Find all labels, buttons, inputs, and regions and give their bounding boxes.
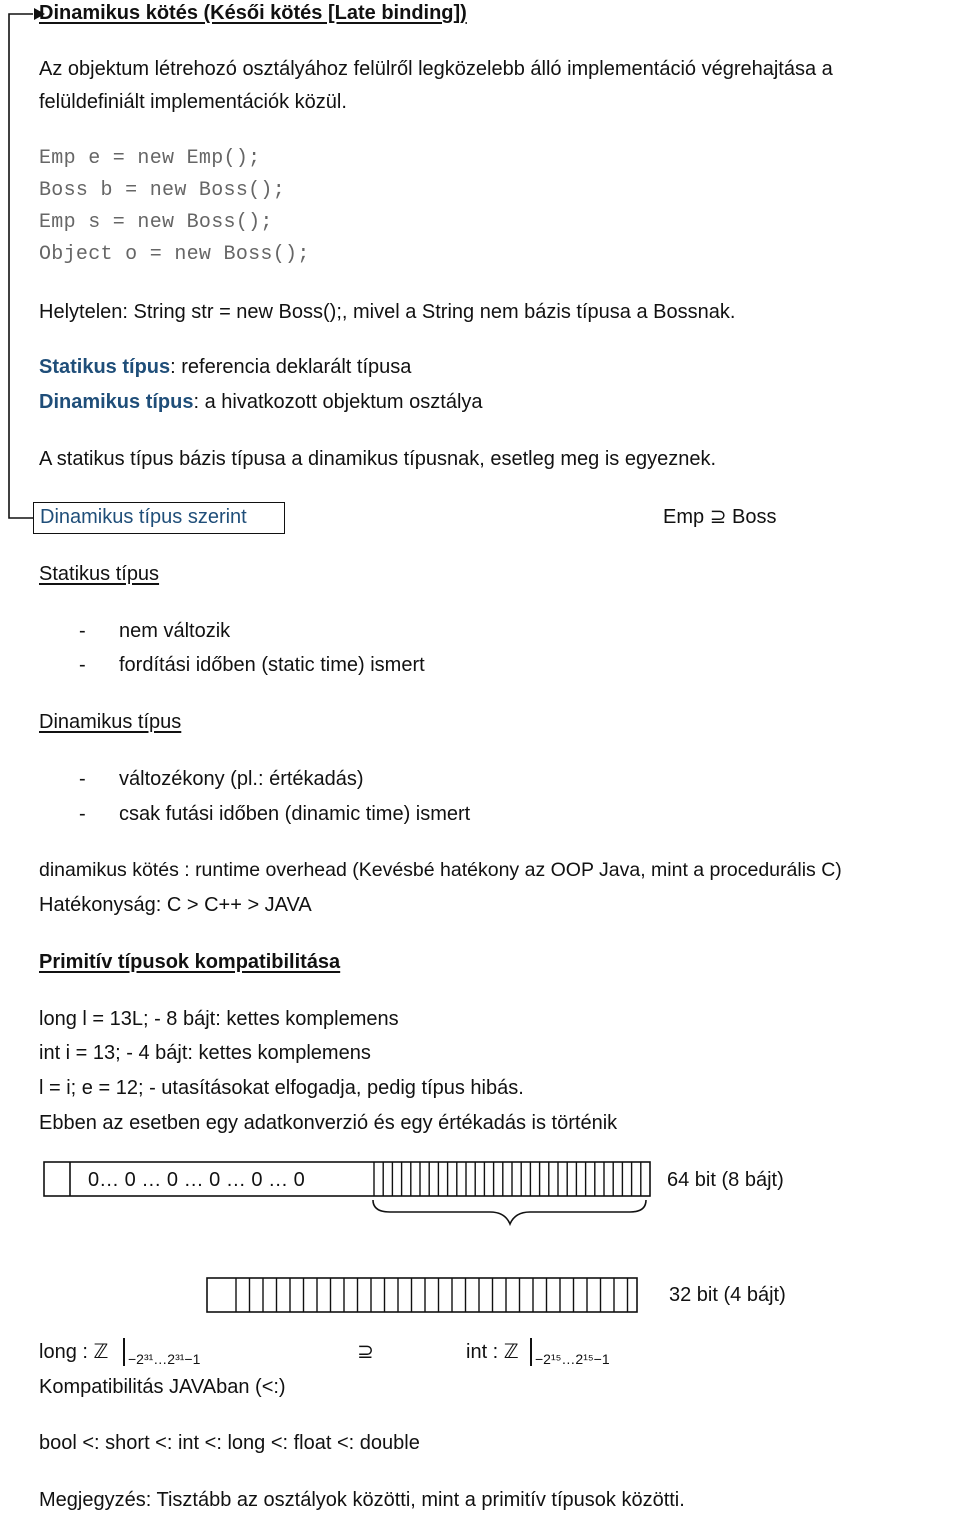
incorrect-example: Helytelen: String str = new Boss();, mivel a String nem bázis típusa a Bossnak. <box>39 301 736 323</box>
dynamic-type-term: Dinamikus típus <box>39 391 194 413</box>
long-range-bar <box>123 1338 125 1366</box>
bits64-label: 64 bit (8 bájt) <box>667 1169 784 1191</box>
assign-line: l = i; e = 12; - utasításokat elfogadja, pedig típus hibás. <box>39 1077 524 1099</box>
intro-line-1: Az objektum létrehozó osztályához felülről legközelebb álló implementáció végrehajtása a <box>39 58 833 80</box>
primitive-title: Primitív típusok kompatibilitása <box>39 951 341 973</box>
int-range-label: int : ℤ <box>466 1341 519 1363</box>
code-line-2: Boss b = new Boss(); <box>39 179 286 202</box>
long-declaration: long l = 13L; - 8 bájt: kettes komplemens <box>39 1008 399 1030</box>
intro-line-2: felüldefiniált implementációk közül. <box>39 91 347 113</box>
note-text: Megjegyzés: Tisztább az osztályok közötti, mint a primitív típusok közötti. <box>39 1489 685 1511</box>
static-item-1: nem változik <box>119 620 231 642</box>
efficiency-text: Hatékonyság: C > C++ > JAVA <box>39 894 312 916</box>
compat-title: Kompatibilitás JAVAban (<:) <box>39 1376 286 1398</box>
code-line-3: Emp s = new Boss(); <box>39 211 273 234</box>
compat-chain: bool <: short <: int <: long <: float <: double <box>39 1432 420 1454</box>
conversion-line: Ebben az esetben egy adatkonverzió és egy értékadás is történik <box>39 1112 618 1134</box>
overhead-text: dinamikus kötés : runtime overhead (Kevésbé hatékony az OOP Java, mint a procedurális C) <box>39 859 842 881</box>
static-item-2: fordítási időben (static time) ismert <box>119 654 425 676</box>
register-zeros: 0… 0 … 0 … 0 … 0 … 0 <box>88 1169 305 1191</box>
static-type-def: : referencia deklarált típusa <box>170 356 412 378</box>
relation-text: A statikus típus bázis típusa a dinamikus típusnak, esetleg meg is egyeznek. <box>39 448 717 470</box>
int-range-bar <box>530 1338 532 1366</box>
int-range-sub: −2¹⁵…2¹⁵−1 <box>535 1351 610 1367</box>
dynamic-item-1-dash: - <box>79 768 86 790</box>
long-range-sub: −2³¹…2³¹−1 <box>128 1351 201 1367</box>
emp-boss-relation: Emp ⊇ Boss <box>663 506 777 528</box>
code-line-4: Object o = new Boss(); <box>39 243 310 266</box>
bits32-label: 32 bit (4 bájt) <box>669 1284 786 1306</box>
superset-symbol: ⊇ <box>357 1341 374 1363</box>
static-type-definition <box>39 354 411 380</box>
dynamic-type-definition <box>39 389 483 415</box>
dynamic-item-1: változékony (pl.: értékadás) <box>119 768 364 790</box>
long-range-label: long : ℤ <box>39 1341 109 1363</box>
page-heading: Dinamikus kötés (Késői kötés [Late binding]) <box>39 2 467 24</box>
boxed-label: Dinamikus típus szerint <box>40 506 247 528</box>
dynamic-item-2-dash: - <box>79 803 86 825</box>
static-item-1-dash: - <box>79 620 86 642</box>
static-item-2-dash: - <box>79 654 86 676</box>
dynamic-type-def: : a hivatkozott objektum osztálya <box>193 391 483 413</box>
static-type-term: Statikus típus <box>39 356 171 378</box>
dynamic-section-title: Dinamikus típus <box>39 711 182 733</box>
dynamic-item-2: csak futási időben (dinamic time) ismert <box>119 803 471 825</box>
int-declaration: int i = 13; - 4 bájt: kettes komplemens <box>39 1042 371 1064</box>
static-section-title: Statikus típus <box>39 563 160 585</box>
code-line-1: Emp e = new Emp(); <box>39 147 261 170</box>
